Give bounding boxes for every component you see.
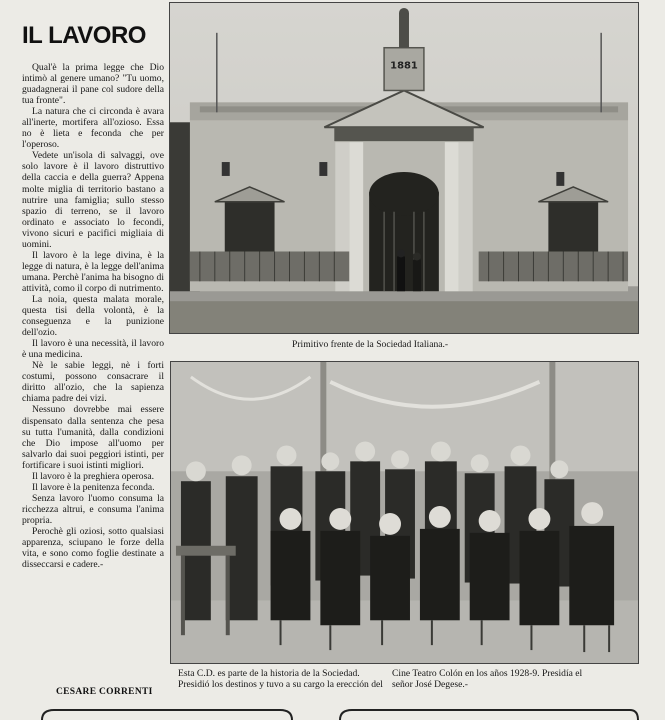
article-paragraph: Senza lavoro l'uomo consuma la ricchezza altrui, e consuma l'anima propria.	[22, 492, 164, 526]
article-paragraph: Qual'è la prima legge che Dio intimò al genere umano? "Tu uomo, guadagnerai il pane col sudore della tua fronte".	[22, 62, 164, 107]
next-article-frame-decoration	[40, 706, 640, 720]
article-paragraph: Perochè gli oziosi, sotto qualsiasi apparenza, sciupano le forze della vita, e sono como foglie destinate a disseccarsi e cadere.-	[22, 525, 164, 571]
article-paragraph: Il lavore è la penitenza feconda.	[32, 481, 155, 493]
article-paragraph: Il lavoro è la lege divina, è la legge di natura, è la legge dell'anima umana. Perchè l'anima ha bisogno di attività, como il corpo di nutrimento.	[22, 249, 164, 294]
group-caption-part1: Esta C.D. es parte de la historia de la Sociedad. Presidió los destinos y tuvo a su cargo la erección del Cine Teatro Colón	[178, 668, 463, 690]
facade-year: 1881	[390, 60, 418, 72]
article-paragraph: Il lavoro è una necessità, il lavoro è una medicina.	[22, 338, 164, 361]
article-body	[22, 62, 164, 570]
article-paragraph: Nessuno dovrebbe mai essere dispensato dalla sentenza che pesa su tutta l'umanità, dalla condizioni che Dio impose all'uomo per salvarlo dai suoi peggiori istinti, per fortificare i suoi istinti migliori.	[22, 404, 164, 471]
article-paragraph: Il lavoro è la preghiera operosa.	[32, 470, 154, 482]
article-paragraph: La noia, questa malata morale, questa tisi della volontà, è la conseguenza e la punizione dell'ozio.	[22, 293, 164, 339]
article-paragraph: La natura che ci circonda è avara all'inerte, mortifera all'ozioso. Essa no è lieta e feconda che per l'operoso.	[22, 106, 164, 151]
building-photo-caption: Primitivo frente de la Sociedad Italiana.-	[292, 339, 449, 350]
author-signature: CESARE CORRENTI	[56, 687, 153, 697]
group-caption-part2: en los años 1928-9. Presidía el señor José Degese.-	[392, 668, 583, 690]
article-paragraph: Vedete un'isola di salvaggi, ove solo lavore è il lavoro distruttivo della caccia e della guerra? Appena molte miglia di territorio bastano a nutrire una famiglia; sullo stesso spazio di terreno, se il lavoro ordinato e associato lo fecondi, vivono sicuri e pacifici migliaia di uomini.	[22, 150, 164, 250]
group-photo	[170, 361, 639, 664]
group-photo-caption	[178, 668, 598, 690]
article-title: IL LAVORO	[22, 22, 146, 49]
article-paragraph: Nè le sabie leggi, nè i forti costumi, possono consacrare il diritto all'ozio, che la sapienza chiama padre dei vizi.	[22, 360, 164, 405]
building-photo	[169, 2, 639, 334]
